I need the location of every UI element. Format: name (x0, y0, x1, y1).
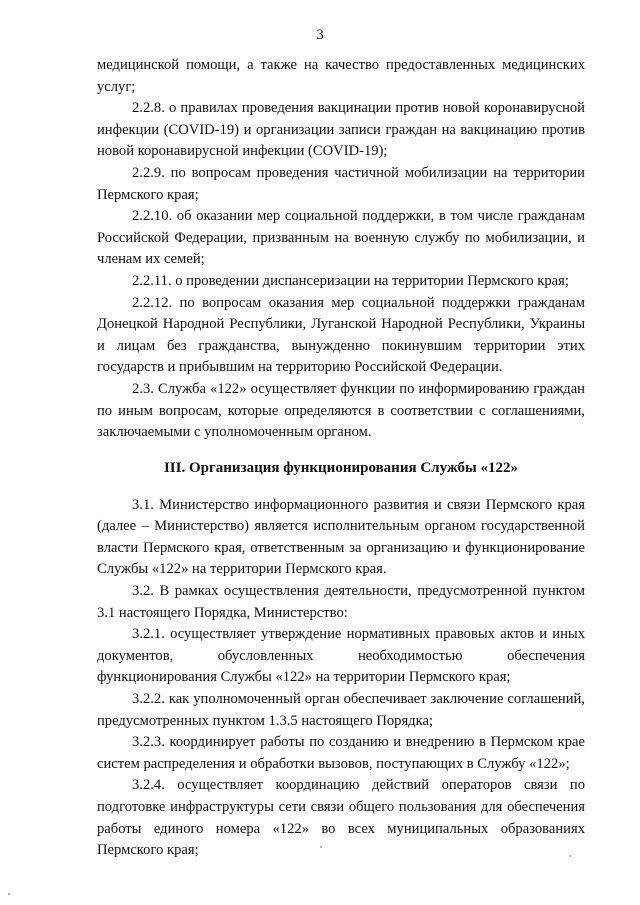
paragraph-2-3: 2.3. Служба «122» осуществляет функции по информированию граждан по иным вопросам, которые определяются в соответствии с соглашениями, заключаемыми с уполномоченным органом. (97, 380, 585, 441)
paragraph-3-2-3: 3.2.3. координирует работы по созданию и внедрению в Пермском крае систем распределения и обработки вызовов, поступающих в Службу «122»; (97, 734, 585, 772)
paragraph-2-2-11: 2.2.11. о проведении диспансеризации на территории Пермского края; (132, 272, 569, 289)
scan-speck (569, 855, 571, 857)
document-body (97, 55, 585, 862)
scan-speck (8, 893, 10, 895)
paragraph-2-2-10: 2.2.10. об оказании мер социальной поддержки, в том числе гражданам Российской Федерации, призванным на военную службу по мобилизации, и членам их семей; (97, 208, 585, 268)
paragraph-2-2-12: 2.2.12. по вопросам оказания мер социальной поддержки гражданам Донецкой Народной Республики, Луганской Народной Республики, Украины и лицам без гражданства, вынужденно покинувшим территории этих государств и прибывшим на территорию Российской Федерации. (97, 294, 585, 376)
scan-speck (320, 846, 322, 848)
paragraph-2-2-8: 2.2.8. о правилах проведения вакцинации против новой коронавирусной инфекции (COVID-19) и организации записи граждан на вакцинацию против новой коронавирусной инфекции (COVID-19); (97, 100, 585, 160)
paragraph-3-2-4: 3.2.4. осуществляет координацию действий операторов связи по подготовке инфраструктуры сети связи общего пользования для обеспечения работы единого номера «122» во всех муниципальных образованиях Пермского края; (97, 777, 585, 859)
paragraph-continuation: медицинской помощи, а также на качество предоставленных медицинских услуг; (97, 57, 585, 95)
paragraph-3-2-1: 3.2.1. осуществляет утверждение нормативных правовых актов и иных документов, обусловленных необходимостью обеспечения функционирования Службы «122» на территории Пермского края; (97, 626, 585, 686)
page-number: 3 (316, 27, 324, 43)
paragraph-3-2: 3.2. В рамках осуществления деятельности, предусмотренной пунктом 3.1 настоящего Порядка, Министерство: (97, 583, 585, 621)
paragraph-2-2-9: 2.2.9. по вопросам проведения частичной мобилизации на территории Пермского края; (97, 164, 585, 203)
paragraph-3-2-2: 3.2.2. как уполномоченный орган обеспечивает заключение соглашений, предусмотренных пунктом 1.3.5 настоящего Порядка; (97, 691, 585, 729)
paragraph-3-1: 3.1. Министерство информационного развития и связи Пермского края (далее – Министерство) является исполнительным органом государственной власти Пермского края, ответственным за организацию и функционирование Службы «122» на территории Пермского края. (97, 496, 585, 578)
section-heading: III. Организация функционирования Службы «122» (163, 459, 519, 476)
